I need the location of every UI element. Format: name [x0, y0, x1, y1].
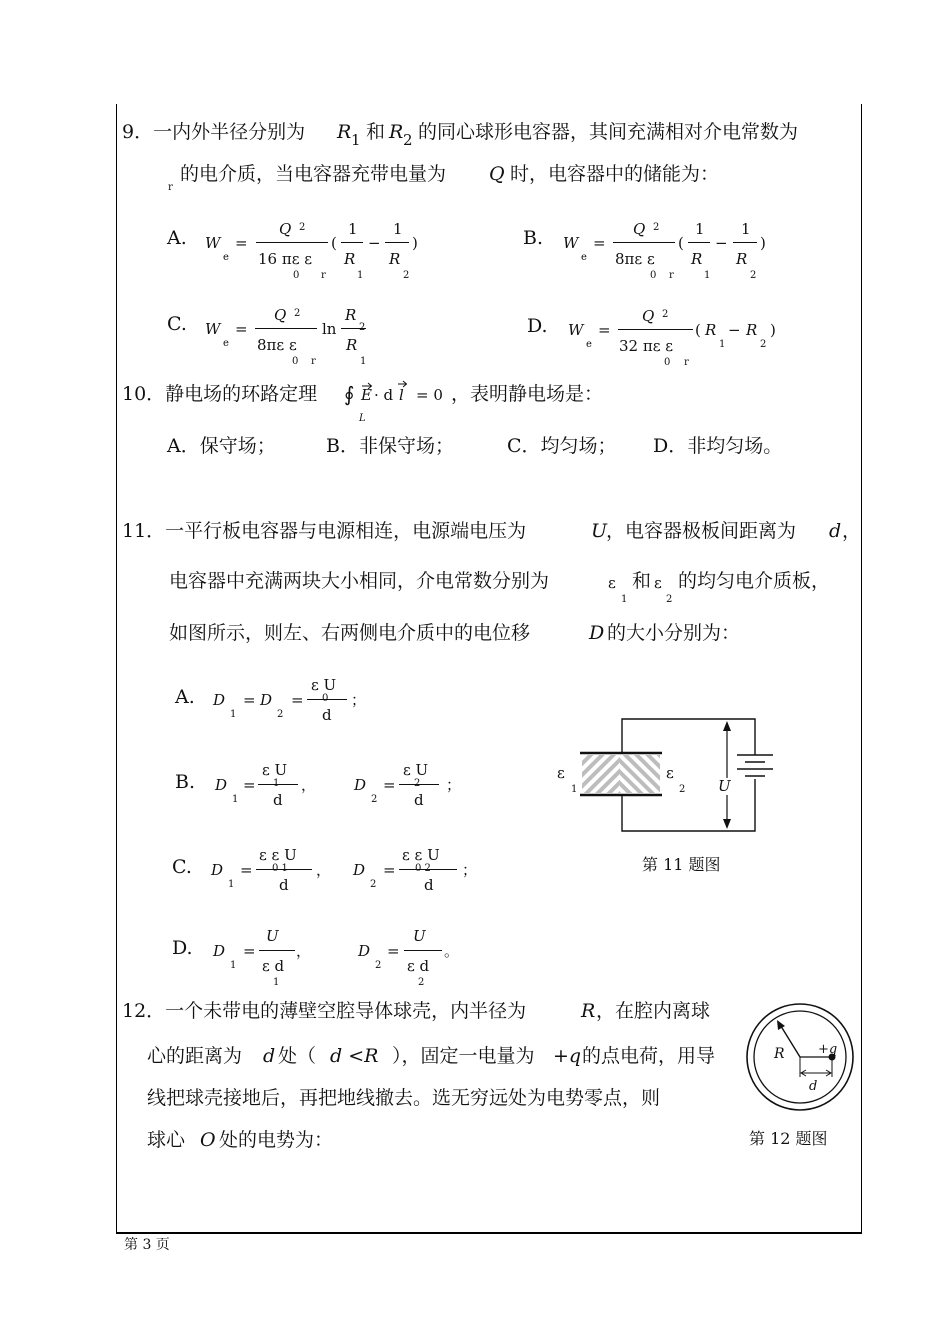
q11-d-sep: ， [296, 942, 312, 960]
q11-c-D2: D [353, 861, 366, 879]
q9-b-f1num: 1 [695, 220, 705, 238]
q10-L: L [359, 413, 366, 424]
q9-c-fnum: R [345, 306, 357, 324]
q11-b-den2: d [414, 791, 424, 809]
q11-line3-b: 的大小分别为： [607, 622, 741, 644]
q11-c-bar1 [256, 869, 312, 870]
q10-E: E [361, 386, 372, 404]
fig11-eps1-sub: 1 [571, 784, 578, 795]
q9-c-label: C. [167, 313, 187, 335]
q9-c-fraction-bar [255, 328, 317, 329]
q11-d-num1: U [266, 927, 279, 945]
q11-c-bar2 [399, 869, 457, 870]
radius-arrow-icon [777, 1020, 785, 1030]
q12-line4-b: 处的电势为： [219, 1129, 334, 1151]
q9-c-eq: = [235, 320, 248, 338]
q9-line1-b: 的同心球形电容器，其间充满相对介电常数为 [418, 121, 799, 143]
q11-d-eq1: = [243, 942, 256, 960]
q9-d-R1: R [705, 321, 717, 339]
q9-d-sub0: 0 [664, 357, 671, 368]
q12-line2-c: ），固定一电量为 [392, 1045, 535, 1067]
q10-l-vector-arrow [398, 380, 408, 386]
q9-c-subr: r [311, 356, 316, 367]
q11-a-den: d [322, 706, 332, 724]
q9-Q: Q [489, 163, 505, 185]
fig11-caption: 第 11 题图 [642, 855, 721, 874]
q11-b-bar2 [399, 784, 439, 785]
spherical-shell-diagram [745, 1002, 855, 1112]
q11-U: U [591, 520, 608, 542]
q9-a-f2den: R [389, 250, 401, 268]
q11-d-tail: 。 [444, 942, 460, 960]
q11-eps2: ε [654, 574, 662, 592]
q9-b-f1den: R [691, 250, 703, 268]
q11-c-num1: ε ε U [259, 846, 297, 864]
q11-D: D [589, 622, 605, 644]
q9-a-f1num: 1 [348, 220, 358, 238]
q11-a-eq1: = [243, 691, 256, 709]
q11-line1-c: ， [842, 520, 862, 542]
q9-d-close: ) [770, 321, 776, 339]
q11-a-D1-sub: 1 [230, 709, 237, 720]
dielectric-slab-right [620, 755, 660, 793]
q11-c-D1: D [211, 861, 224, 879]
q9-line2-a: 的电介质，当电容器充带电量为 [180, 163, 447, 185]
fig11-U: U [718, 777, 731, 795]
q12-O: O [200, 1129, 216, 1151]
q11-b-sep: ， [301, 776, 317, 794]
q10-integral: ∮ [344, 382, 355, 406]
q9-d-fraction-bar [618, 329, 693, 330]
q10-dot: · d [374, 386, 394, 404]
q9-R1-sub: 1 [351, 131, 361, 149]
q11-a-D2: D [260, 691, 273, 709]
q11-c-eq2: = [383, 861, 396, 879]
page-footer: 第 3 页 [124, 1237, 170, 1253]
q11-d: d [829, 520, 842, 542]
q11-d-D2-sub: 2 [375, 960, 382, 971]
q11-c-D1-sub: 1 [228, 879, 235, 890]
q11-line1-b: ，电容器极板间距离为 [606, 520, 797, 542]
q9-c-den: 8πε ε [257, 336, 297, 354]
q9-d-s1: 1 [719, 339, 726, 350]
q9-b-subr: r [669, 270, 674, 281]
q11-c-label: C. [172, 856, 192, 878]
q9-c-sq: 2 [294, 308, 301, 319]
q11-and: 和 [632, 570, 652, 592]
battery-icon [737, 755, 773, 776]
q9-d-R2: R [746, 321, 758, 339]
q9-c-fnums: 2 [359, 322, 366, 333]
q11-line2-a: 电容器中充满两块大小相同，介电常数分别为 [169, 570, 550, 592]
fig12-R: R [774, 1046, 785, 1062]
q9-c-fden: R [346, 336, 358, 354]
q9-a-f2s: 2 [403, 270, 410, 281]
q10-option-c[interactable]: C．均匀场； [507, 435, 617, 457]
q11-b-tail: ； [446, 776, 462, 794]
q11-c-eq1: = [240, 861, 253, 879]
q9-line1-a: 9．一内外半径分别为 [122, 121, 306, 143]
q9-b-f1-bar [688, 242, 710, 243]
fig12-d: d [809, 1079, 818, 1094]
q9-c-num: Q [274, 306, 287, 324]
q10-l: l [399, 386, 404, 404]
q9-a-W: W [205, 234, 221, 252]
q12-q: +q [553, 1045, 582, 1067]
q12-d: d [263, 1045, 276, 1067]
q12-line2-a: 心的距离为 [147, 1045, 243, 1067]
q9-b-e-sub: e [581, 252, 587, 263]
q11-d-D1-sub: 1 [230, 960, 237, 971]
q11-c-den2: d [424, 876, 434, 894]
q11-b-D2: D [354, 776, 367, 794]
q9-a-eq: = [235, 234, 248, 252]
q11-b-numsub1: 1 [273, 778, 280, 789]
q9-a-f1s: 1 [357, 270, 364, 281]
q9-d-e-sub: e [586, 339, 592, 350]
q11-eps1-sub: 1 [621, 594, 628, 605]
q12-line2-b: 处（ [278, 1045, 317, 1067]
q11-b-numsub2: 2 [414, 778, 421, 789]
q11-a-D1: D [213, 691, 226, 709]
fig12-caption: 第 12 题图 [749, 1129, 828, 1148]
q11-eps1: ε [608, 574, 616, 592]
q11-b-bar1 [258, 784, 298, 785]
q11-c-den1: d [279, 876, 289, 894]
q9-a-open: ( [331, 234, 337, 252]
q9-d-eq: = [598, 321, 611, 339]
q11-d-densub1: 1 [273, 977, 280, 988]
q9-a-f1-bar [341, 242, 363, 243]
q11-d-D1: D [213, 942, 226, 960]
q11-a-tail: ； [351, 691, 367, 709]
q11-eps2-sub: 2 [666, 594, 673, 605]
q9-b-W: W [563, 234, 579, 252]
q11-d-den1: ε d [262, 957, 285, 975]
q11-c-numsub2: 0 2 [415, 863, 431, 874]
q12-line2-d: 的点电荷，用导 [582, 1045, 716, 1067]
dielectric-slab-left [582, 755, 620, 793]
q10-eq0: = 0 [416, 386, 443, 404]
q9-c-sub0: 0 [292, 356, 299, 367]
q11-d-bar1 [259, 950, 295, 951]
q9-b-f2den: R [736, 250, 748, 268]
q12-line4-a: 球心 [147, 1129, 186, 1151]
q9-b-close: ) [760, 234, 766, 252]
q11-d-bar2 [404, 950, 442, 951]
q9-b-f2-bar [733, 242, 757, 243]
q9-d-open: ( [695, 321, 701, 339]
q9-b-den: 8πε ε [615, 250, 655, 268]
q9-a-num: Q [279, 220, 292, 238]
fig11-eps2: ε [666, 764, 674, 782]
q11-a-numsub: 0 [322, 693, 329, 704]
q9-a-den: 16 πε ε [258, 250, 313, 268]
q9-b-f2s: 2 [750, 270, 757, 281]
q12-line3: 线把球壳接地后，再把地线撤去。选无穷远处为电势零点，则 [147, 1087, 661, 1109]
q11-a-num: ε U [311, 676, 337, 694]
q11-b-eq2: = [383, 776, 396, 794]
q9-a-subr: r [321, 270, 326, 281]
q9-a-sq: 2 [299, 222, 306, 233]
q9-a-close: ) [412, 234, 418, 252]
q11-line2-b: 的均匀电介质板， [678, 570, 831, 592]
q11-b-D2-sub: 2 [371, 794, 378, 805]
q9-b-sq: 2 [653, 222, 660, 233]
q9-R2: R [389, 121, 404, 143]
q9-a-f1den: R [344, 250, 356, 268]
q9-a-f2num: 1 [393, 220, 403, 238]
q9-a-label: A. [167, 227, 187, 249]
q11-d-num2: U [413, 927, 426, 945]
q11-b-label: B. [175, 771, 196, 793]
q9-d-num: Q [642, 307, 655, 325]
q11-b-eq1: = [243, 776, 256, 794]
q9-b-eq: = [593, 234, 606, 252]
fig11-eps2-sub: 2 [679, 784, 686, 795]
q10-option-d[interactable]: D．非均匀场。 [653, 435, 783, 457]
q9-b-f2num: 1 [741, 220, 751, 238]
q10-text-a: 10．静电场的环路定理 [122, 383, 318, 405]
q11-a-eq2: = [291, 691, 304, 709]
q10-option-b[interactable]: B．非保守场； [326, 435, 454, 457]
q10-option-a[interactable]: A．保守场； [167, 435, 276, 457]
q9-c-fdens: 1 [360, 356, 367, 367]
q9-R1: R [337, 121, 352, 143]
q11-line3-a: 如图所示，则左、右两侧电介质中的电位移 [169, 622, 531, 644]
q9-b-fraction-bar [613, 242, 675, 243]
q11-b-num2: ε U [403, 761, 429, 779]
q9-d-label: D. [527, 315, 548, 337]
q12-R: R [581, 1000, 596, 1022]
q10-text-b: ，表明静电场是： [451, 383, 604, 405]
q9-a-minus: − [368, 234, 381, 252]
q9-c-ln: ln [322, 320, 337, 338]
q9-d-s2: 2 [760, 339, 767, 350]
q12-line1-a: 12．一个未带电的薄壁空腔导体球壳，内半径为 [122, 1000, 527, 1022]
q11-c-D2-sub: 2 [370, 879, 377, 890]
q9-d-minus: − [728, 321, 741, 339]
fig11-eps1: ε [557, 764, 565, 782]
q11-a-D2-sub: 2 [277, 709, 284, 720]
q9-b-open: ( [678, 234, 684, 252]
q11-b-D1-sub: 1 [232, 794, 239, 805]
q9-d-subr: r [684, 357, 689, 368]
q9-line2-b: 时，电容器中的储能为： [510, 163, 720, 185]
q11-a-bar [307, 699, 347, 700]
q11-c-sep: ， [316, 861, 332, 879]
q11-a-label: A. [175, 686, 195, 708]
q11-d-den2: ε d [407, 957, 430, 975]
q11-d-D2: D [358, 942, 371, 960]
q12-cond: d <R [330, 1045, 379, 1067]
q11-c-numsub1: 0 1 [272, 863, 288, 874]
q9-c-W: W [205, 320, 221, 338]
q9-b-num: Q [633, 220, 646, 238]
q9-b-sub0: 0 [650, 270, 657, 281]
q9-b-f1s: 1 [704, 270, 711, 281]
q11-d-eq2: = [387, 942, 400, 960]
q9-and: 和 [366, 121, 386, 143]
q9-b-label: B. [523, 227, 544, 249]
capacitor-circuit-diagram [560, 715, 810, 835]
q9-d-sq: 2 [662, 309, 669, 320]
voltage-arrow-icon [723, 721, 731, 829]
fig12-q: +q [818, 1042, 838, 1057]
wire-top [622, 719, 755, 755]
q12-line1-b: ，在腔内离球 [596, 1000, 711, 1022]
q9-b-minus: − [715, 234, 728, 252]
q11-b-den1: d [273, 791, 283, 809]
q11-b-D1: D [215, 776, 228, 794]
q9-a-fraction-bar [256, 242, 328, 243]
q11-d-label: D. [172, 937, 193, 959]
q9-d-den: 32 πε ε [619, 337, 674, 355]
q9-a-e-sub: e [223, 252, 229, 263]
q9-r-sub: r [168, 182, 173, 193]
q9-a-f2-bar [385, 242, 409, 243]
q9-R2-sub: 2 [403, 131, 413, 149]
q9-c-e-sub: e [223, 338, 229, 349]
q9-c-f-bar [341, 328, 366, 329]
q11-d-densub2: 2 [418, 977, 425, 988]
q9-a-sub0: 0 [293, 270, 300, 281]
q11-c-tail: ； [462, 861, 478, 879]
q10-E-vector-arrow [362, 382, 372, 388]
q11-c-num2: ε ε U [402, 846, 440, 864]
q11-line1-a: 11．一平行板电容器与电源相连，电源端电压为 [122, 520, 527, 542]
q11-b-num1: ε U [262, 761, 288, 779]
q9-d-W: W [568, 321, 584, 339]
